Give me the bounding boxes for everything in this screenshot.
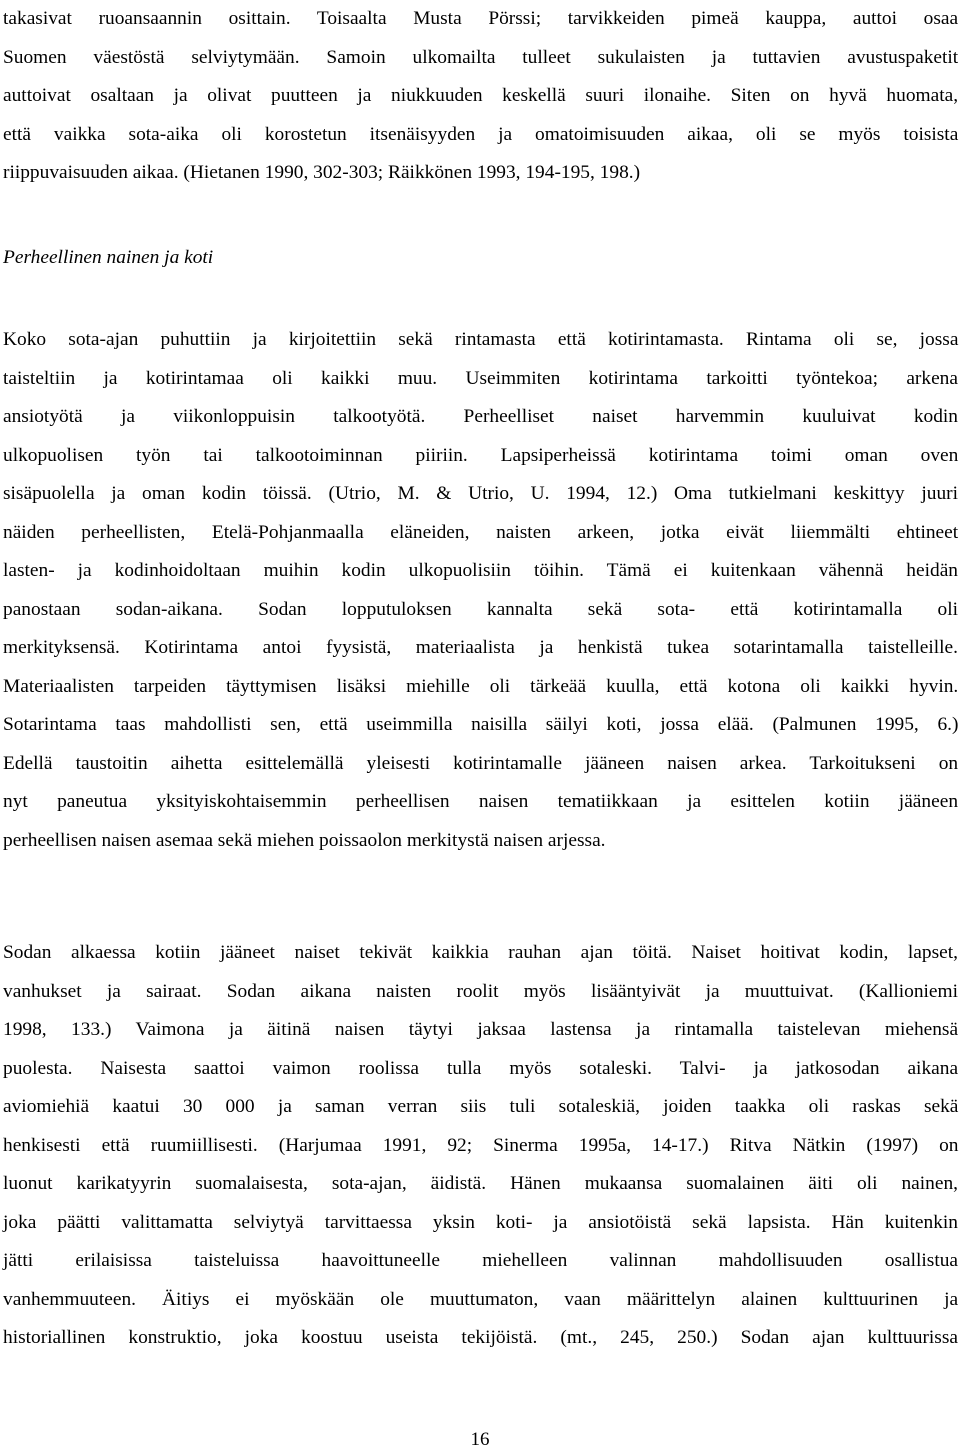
paragraph-2 bbox=[3, 321, 958, 860]
text-line: ulkopuolisen työn tai talkootoiminnan piiriin. Lapsiperheissä kotirintama toimi oman oven bbox=[3, 444, 959, 466]
section-heading: Perheellinen nainen ja koti bbox=[3, 247, 214, 268]
page-number: 16 bbox=[470, 1429, 490, 1450]
text-line: jätti erilaisissa taisteluissa haavoittuneelle miehelleen valinnan mahdollisuuden osallistua bbox=[3, 1250, 959, 1271]
text-line: nyt paneutua yksityiskohtaisemmin perheellisen naisen tematiikkaan ja esittelen kotiin jääneen bbox=[3, 791, 959, 812]
text-line: luonut karikatyyrin suomalaisesta, sota-ajan, äidistä. Hänen mukaansa suomalainen äiti oli nainen, bbox=[3, 1173, 958, 1194]
text-line: näiden perheellisten, Etelä-Pohjanmaalla eläneiden, naisten arkeen, jotka eivät liiemmälti ehtineet bbox=[3, 521, 959, 543]
text-line: että vaikka sota-aika oli korostetun itsenäisyyden ja omatoimisuuden aikaa, oli se myös toisista bbox=[3, 123, 959, 145]
text-line: vanhukset ja sairaat. Sodan aikana naisten roolit myös lisääntyivät ja muuttuivat. (Kallioniemi bbox=[3, 980, 958, 1002]
paragraph-3 bbox=[3, 934, 958, 1358]
text-line: Edellä taustoitin aihetta esittelemällä yleisesti kotirintamalle jääneen naisen arkea. Tarkoitukseni on bbox=[3, 752, 959, 774]
text-line: vanhemmuuteen. Äitiys ei myöskään ole muuttumaton, vaan määrittelyn alainen kulttuurinen ja bbox=[3, 1288, 959, 1310]
text-line: riippuvaisuuden aikaa. (Hietanen 1990, 302-303; Räikkönen 1993, 194-195, 198.) bbox=[3, 162, 641, 183]
text-line: auttoivat osaltaan ja olivat puutteen ja niukkuuden keskellä suuri ilonaihe. Siten on hyvä huomata, bbox=[3, 85, 959, 106]
text-line: taisteltiin ja kotirintamaa oli kaikki muu. Useimmiten kotirintama tarkoitti työntekoa; arkena bbox=[3, 367, 958, 389]
text-line: puolesta. Naisesta saattoi vaimon roolissa tulla myös sotaleski. Talvi- ja jatkosodan aikana bbox=[3, 1057, 959, 1079]
text-line: perheellisen naisen asemaa sekä miehen poissaolon merkitystä naisen arjessa. bbox=[3, 829, 606, 851]
text-line: ansiotyötä ja viikonloppuisin talkootyötä. Perheelliset naiset harvemmin kuuluivat kodin bbox=[3, 406, 958, 427]
text-line: henkisesti että ruumiillisesti. (Harjumaa 1991, 92; Sinerma 1995a, 14-17.) Ritva Nätkin (1997) on bbox=[3, 1134, 959, 1156]
text-line: lasten- ja kodinhoidoltaan muihin kodin ulkopuolisiin töihin. Tämä ei kuitenkaan vähennä heidän bbox=[3, 560, 958, 581]
text-line: joka päätti valittamatta selviytyä tarvittaessa yksin koti- ja ansiotöistä sekä lapsista. Hän kuitenkin bbox=[3, 1211, 958, 1233]
text-line: Koko sota-ajan puhuttiin ja kirjoitettiin sekä rintamasta että kotirintamasta. Rintama oli se, jossa bbox=[3, 329, 959, 350]
text-line: historiallinen konstruktio, joka koostuu useista tekijöistä. (mt., 245, 250.) Sodan ajan kulttuurissa bbox=[3, 1327, 958, 1348]
text-line: sisäpuolella ja oman kodin töissä. (Utrio, M. & Utrio, U. 1994, 12.) Oma tutkielmani keskittyy juuri bbox=[3, 483, 958, 504]
text-line: takasivat ruoansaannin osittain. Toisaalta Musta Pörssi; tarvikkeiden pimeä kauppa, auttoi osaa bbox=[3, 8, 959, 29]
text-line: merkityksensä. Kotirintama antoi fyysistä, materiaalista ja henkistä tukea sotarintamalla taistelleille. bbox=[3, 637, 958, 658]
text-line: Materiaalisten tarpeiden täyttymisen lisäksi miehille oli tärkeää kuulla, että kotona oli kaikki hyvin. bbox=[3, 675, 959, 697]
text-line: aviomiehiä kaatui 30 000 ja saman verran siis tuli sotaleskiä, joiden taakka oli raskas sekä bbox=[3, 1096, 959, 1117]
text-line: Sodan alkaessa kotiin jääneet naiset tekivät kaikkia rauhan ajan töitä. Naiset hoitivat kodin, lapset, bbox=[3, 942, 958, 963]
paragraph-1 bbox=[3, 0, 958, 193]
text-line: 1998, 133.) Vaimona ja äitinä naisen täytyi jaksaa lastensa ja rintamalla taistelevan miehensä bbox=[3, 1019, 959, 1040]
text-line: Suomen väestöstä selviytymään. Samoin ulkomailta tulleet sukulaisten ja tuttavien avustuspaketit bbox=[3, 46, 959, 68]
text-line: Sotarintama taas mahdollisti sen, että useimmilla naisilla säilyi koti, jossa elää. (Palmunen 1995, 6.) bbox=[3, 714, 959, 735]
text-line: panostaan sodan-aikana. Sodan lopputuloksen kannalta sekä sota- että kotirintamalla oli bbox=[3, 598, 958, 620]
